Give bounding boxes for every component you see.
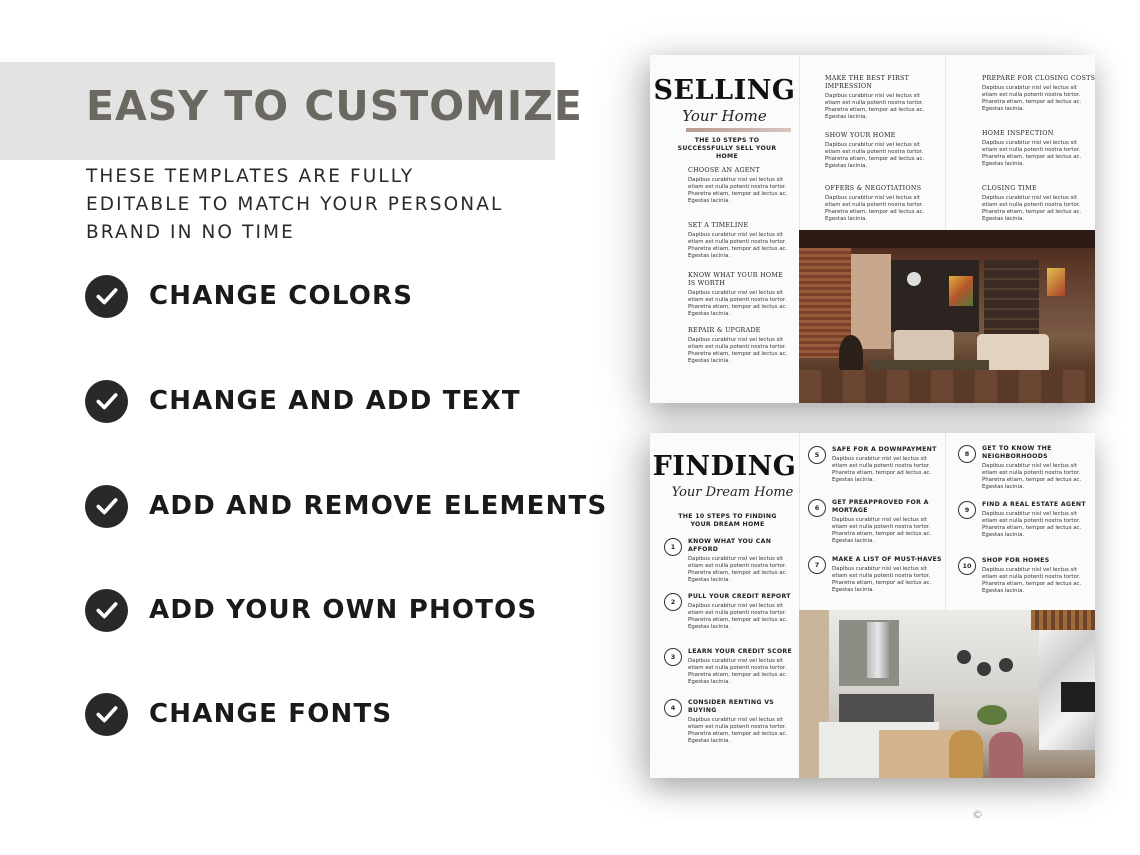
numbered-step: [664, 593, 799, 631]
feature-label: CHANGE FONTS: [149, 699, 393, 729]
numbered-step: [808, 499, 943, 545]
check-circle-icon: [85, 380, 128, 423]
copyright-mark: ©: [972, 808, 983, 821]
brochure-panel-left: [650, 55, 799, 403]
step-heading: KNOW WHAT YOU CAN AFFORD: [688, 538, 772, 553]
step-number: 7: [808, 556, 826, 574]
brochure-script-title: Your Dream Home: [671, 485, 794, 500]
step-block: [982, 75, 1110, 113]
step-heading: SHOW YOUR HOME: [825, 132, 896, 139]
brochure-title: SELLING: [653, 75, 796, 106]
step-block: [825, 185, 953, 223]
step-body: Dapibus curabitur nisl vel lectus sit etiam est nulla potenti nostra tortor. Pharetra etiam, tempor ad lectus ac. Egestas lacinia.: [832, 517, 932, 544]
step-heading: SHOP FOR HOMES: [982, 557, 1050, 564]
subtitle: THESE TEMPLATES ARE FULLY EDITABLE TO MATCH YOUR PERSONAL BRAND IN NO TIME: [86, 166, 504, 243]
numbered-step: [664, 648, 799, 686]
step-heading: PULL YOUR CREDIT REPORT: [688, 593, 791, 600]
numbered-step: [958, 445, 1093, 491]
step-number: 8: [958, 445, 976, 463]
step-number: 6: [808, 499, 826, 517]
feature-item: [85, 692, 565, 736]
finding-brochure: [650, 433, 1095, 778]
step-heading: REPAIR & UPGRADE: [688, 327, 761, 334]
step-number: 4: [664, 699, 682, 717]
selling-brochure: [650, 55, 1095, 403]
check-circle-icon: [85, 275, 128, 318]
feature-label: ADD AND REMOVE ELEMENTS: [149, 491, 608, 521]
step-heading: KNOW WHAT YOUR HOME IS WORTH: [688, 272, 783, 287]
feature-label: ADD YOUR OWN PHOTOS: [149, 595, 538, 625]
step-block: [982, 185, 1110, 223]
step-body: Dapibus curabitur nisl vel lectus sit etiam est nulla potenti nostra tortor. Pharetra etiam, tempor ad lectus ac. Egestas lacinia.: [688, 658, 788, 685]
step-body: Dapibus curabitur nisl vel lectus sit etiam est nulla potenti nostra tortor. Pharetra etiam, tempor ad lectus ac. Egestas lacinia.: [982, 195, 1082, 222]
numbered-step: [958, 501, 1093, 539]
feature-item: [85, 484, 608, 528]
step-body: Dapibus curabitur nisl vel lectus sit etiam est nulla potenti nostra tortor. Pharetra etiam, tempor ad lectus ac. Egestas lacinia.: [832, 566, 932, 593]
step-number: 10: [958, 557, 976, 575]
step-body: Dapibus curabitur nisl vel lectus sit etiam est nulla potenti nostra tortor. Pharetra etiam, tempor ad lectus ac. Egestas lacinia.: [982, 85, 1082, 112]
living-room-photo: [799, 230, 1095, 403]
step-block: [688, 272, 788, 318]
feature-label: CHANGE AND ADD TEXT: [149, 386, 521, 416]
feature-label: CHANGE COLORS: [149, 281, 414, 311]
step-heading: GET PREAPPROVED FOR A MORTAGE: [832, 499, 929, 514]
brochure-script-title: Your Home: [682, 107, 767, 125]
step-body: Dapibus curabitur nisl vel lectus sit etiam est nulla potenti nostra tortor. Pharetra etiam, tempor ad lectus ac. Egestas lacinia.: [688, 556, 788, 583]
step-block: [982, 130, 1110, 168]
step-heading: CLOSING TIME: [982, 185, 1037, 192]
step-heading: MAKE A LIST OF MUST-HAVES: [832, 556, 942, 563]
kitchen-photo: [799, 610, 1095, 778]
numbered-step: [958, 557, 1093, 595]
step-heading: SET A TIMELINE: [688, 222, 749, 229]
step-body: Dapibus curabitur nisl vel lectus sit etiam est nulla potenti nostra tortor. Pharetra etiam, tempor ad lectus ac. Egestas lacinia.: [982, 463, 1082, 490]
check-circle-icon: [85, 693, 128, 736]
numbered-step: [808, 556, 943, 594]
brochure-title: FINDING: [652, 451, 797, 482]
check-circle-icon: [85, 485, 128, 528]
step-heading: CHOOSE AN AGENT: [688, 167, 760, 174]
step-number: 5: [808, 446, 826, 464]
step-body: Dapibus curabitur nisl vel lectus sit etiam est nulla potenti nostra tortor. Pharetra etiam, tempor ad lectus ac. Egestas lacinia.: [688, 177, 788, 204]
step-heading: CONSIDER RENTING VS BUYING: [688, 699, 775, 714]
step-block: [825, 75, 953, 121]
step-body: Dapibus curabitur nisl vel lectus sit etiam est nulla potenti nostra tortor. Pharetra etiam, tempor ad lectus ac. Egestas lacinia.: [982, 140, 1082, 167]
feature-item: [85, 274, 565, 318]
step-block: [688, 167, 816, 205]
step-heading: GET TO KNOW THE NEIGHBORHOODS: [982, 445, 1052, 460]
step-heading: LEARN YOUR CREDIT SCORE: [688, 648, 793, 655]
step-block: [825, 132, 953, 170]
step-body: Dapibus curabitur nisl vel lectus sit etiam est nulla potenti nostra tortor. Pharetra etiam, tempor ad lectus ac. Egestas lacinia.: [982, 567, 1082, 594]
numbered-step: [808, 446, 943, 484]
step-number: 1: [664, 538, 682, 556]
page-title: EASY TO CUSTOMIZE: [86, 82, 583, 130]
step-body: Dapibus curabitur nisl vel lectus sit etiam est nulla potenti nostra tortor. Pharetra etiam, tempor ad lectus ac. Egestas lacinia.: [982, 511, 1082, 538]
step-number: 3: [664, 648, 682, 666]
feature-item: [85, 379, 565, 423]
numbered-step: [664, 538, 799, 584]
heading-banner: [0, 62, 583, 160]
step-heading: HOME INSPECTION: [982, 130, 1054, 137]
step-body: Dapibus curabitur nisl vel lectus sit etiam est nulla potenti nostra tortor. Pharetra etiam, tempor ad lectus ac. Egestas lacinia.: [825, 195, 925, 222]
brochure-panel-left: [650, 433, 799, 778]
step-body: Dapibus curabitur nisl vel lectus sit etiam est nulla potenti nostra tortor. Pharetra etiam, tempor ad lectus ac. Egestas lacinia.: [832, 456, 932, 483]
check-circle-icon: [85, 589, 128, 632]
step-heading: SAFE FOR A DOWNPAYMENT: [832, 446, 937, 453]
step-block: [688, 327, 816, 365]
step-body: Dapibus curabitur nisl vel lectus sit etiam est nulla potenti nostra tortor. Pharetra etiam, tempor ad lectus ac. Egestas lacinia.: [688, 717, 788, 744]
step-body: Dapibus curabitur nisl vel lectus sit etiam est nulla potenti nostra tortor. Pharetra etiam, tempor ad lectus ac. Egestas lacinia.: [825, 142, 925, 169]
step-heading: PREPARE FOR CLOSING COSTS: [982, 75, 1096, 82]
step-block: [688, 222, 816, 260]
step-number: 2: [664, 593, 682, 611]
step-body: Dapibus curabitur nisl vel lectus sit etiam est nulla potenti nostra tortor. Pharetra etiam, tempor ad lectus ac. Egestas lacinia.: [825, 93, 925, 120]
divider: [686, 128, 791, 132]
step-body: Dapibus curabitur nisl vel lectus sit etiam est nulla potenti nostra tortor. Pharetra etiam, tempor ad lectus ac. Egestas lacinia.: [688, 603, 788, 630]
numbered-step: [664, 699, 799, 745]
brochure-tagline: THE 10 STEPS TO SUCCESSFULLY SELL YOUR HOME: [677, 137, 777, 160]
step-heading: FIND A REAL ESTATE AGENT: [982, 501, 1086, 508]
step-body: Dapibus curabitur nisl vel lectus sit etiam est nulla potenti nostra tortor. Pharetra etiam, tempor ad lectus ac. Egestas lacinia.: [688, 232, 788, 259]
step-number: 9: [958, 501, 976, 519]
feature-item: [85, 588, 565, 632]
step-body: Dapibus curabitur nisl vel lectus sit etiam est nulla potenti nostra tortor. Pharetra etiam, tempor ad lectus ac. Egestas lacinia.: [688, 337, 788, 364]
step-heading: OFFERS & NEGOTIATIONS: [825, 185, 922, 192]
brochure-tagline: THE 10 STEPS TO FINDING YOUR DREAM HOME: [678, 513, 777, 528]
step-heading: MAKE THE BEST FIRST IMPRESSION: [825, 75, 910, 90]
step-body: Dapibus curabitur nisl vel lectus sit etiam est nulla potenti nostra tortor. Pharetra etiam, tempor ad lectus ac. Egestas lacinia.: [688, 290, 788, 317]
